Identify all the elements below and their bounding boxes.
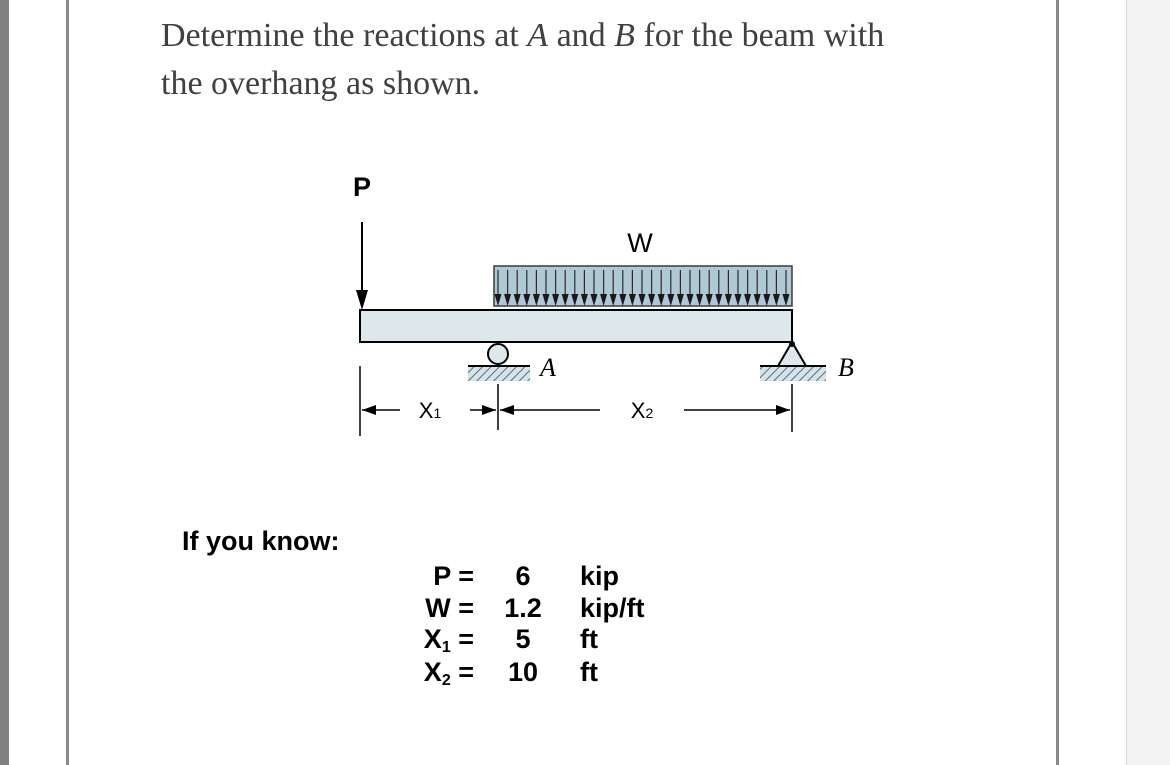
load-w-label: W xyxy=(627,228,653,258)
problem-text: for the beam with xyxy=(634,17,885,54)
dim-x2-arrow-right xyxy=(776,405,790,415)
given-unit: ft xyxy=(580,657,598,687)
given-symbol: $X_1$ = xyxy=(423,624,474,656)
problem-line-2: the overhang as shown. xyxy=(161,65,481,102)
pin-support-b-hinge xyxy=(789,341,795,347)
given-row-x1 xyxy=(402,623,702,655)
given-unit: ft xyxy=(580,624,598,654)
given-unit: kip/ft xyxy=(580,593,645,623)
point-a-ref: A xyxy=(527,17,549,54)
dim-x2-label: X2 xyxy=(630,398,654,423)
given-symbol: P = xyxy=(433,561,474,591)
problem-text: Determine the reactions at xyxy=(161,17,528,54)
dim-x2-arrow-left xyxy=(500,405,514,415)
given-unit: kip xyxy=(580,561,620,591)
roller-support-a xyxy=(488,344,508,364)
given-row-x2 xyxy=(402,656,702,688)
given-row-w xyxy=(402,592,702,624)
support-a-hatch xyxy=(468,367,530,381)
problem-text: and xyxy=(548,17,615,54)
point-b-ref: B xyxy=(614,17,635,54)
beam xyxy=(360,310,792,342)
given-symbol: W = xyxy=(425,593,474,623)
given-value: 10 xyxy=(507,657,539,687)
support-b-hatch xyxy=(760,367,826,381)
load-p-arrowhead xyxy=(356,290,368,310)
support-a-label: A xyxy=(540,353,556,382)
given-heading: If you know: xyxy=(182,526,340,556)
dim-x1-label: X1 xyxy=(418,398,442,423)
load-p-label: P xyxy=(352,172,372,202)
given-value: 1.2 xyxy=(504,593,542,623)
dim-x1-arrow-left xyxy=(362,405,376,415)
given-symbol: $X_2$ = xyxy=(423,657,474,689)
given-value: 5 xyxy=(515,624,531,654)
dim-x1-arrow-right xyxy=(482,405,496,415)
given-value: 6 xyxy=(515,561,531,591)
given-row-p xyxy=(402,560,702,592)
support-b-label: B xyxy=(838,353,854,382)
